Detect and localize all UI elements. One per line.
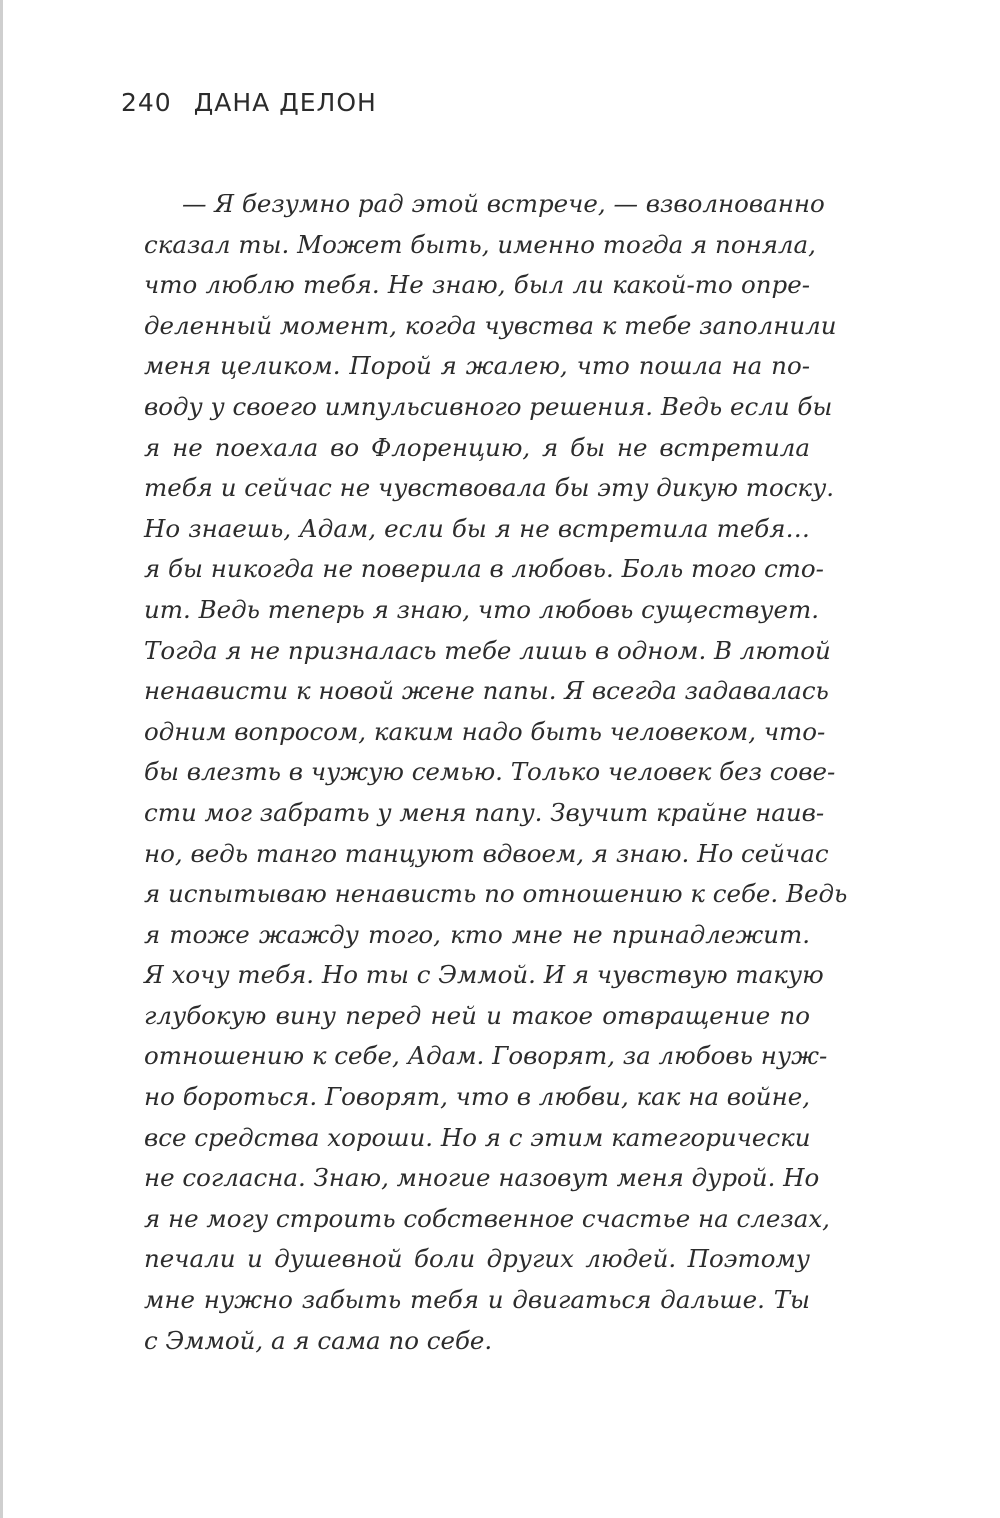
text-line: деленный момент, когда чувства к тебе заполнили bbox=[144, 310, 837, 340]
text-line: что люблю тебя. Не знаю, был ли какой-то опре- bbox=[144, 270, 810, 300]
text-line: ит. Ведь теперь я знаю, что любовь существует. bbox=[144, 594, 819, 624]
page-edge bbox=[0, 0, 3, 1518]
text-line: Я хочу тебя. Но ты с Эммой. И я чувствую такую bbox=[144, 960, 824, 990]
running-header bbox=[121, 88, 377, 117]
text-line: но бороться. Говорят, что в любви, как на войне, bbox=[144, 1082, 810, 1112]
text-line: отношению к себе, Адам. Говорят, за любовь нуж- bbox=[144, 1041, 828, 1071]
text-line: сти мог забрать у меня папу. Звучит крайне наив- bbox=[144, 797, 825, 827]
text-line: бы влезть в чужую семью. Только человек без сове- bbox=[144, 757, 836, 787]
text-line: сказал ты. Может быть, именно тогда я поняла, bbox=[144, 229, 816, 259]
text-line: ненависти к новой жене папы. Я всегда задавалась bbox=[144, 676, 829, 706]
text-line: печали и душевной боли других людей. Поэтому bbox=[144, 1244, 810, 1274]
text-line: глубокую вину перед ней и такое отвращение по bbox=[144, 1000, 810, 1030]
body-text bbox=[144, 184, 848, 1361]
text-line: тебя и сейчас не чувствовала бы эту дикую тоску. bbox=[144, 473, 835, 503]
page-number: 240 bbox=[121, 88, 172, 117]
text-line: Но знаешь, Адам, если бы я не встретила тебя… bbox=[144, 513, 810, 543]
text-line: — Я безумно рад этой встрече, — взволнованно bbox=[182, 189, 825, 218]
text-line: Тогда я не призналась тебе лишь в одном. В лютой bbox=[144, 635, 831, 665]
text-line: я не поехала во Флоренцию, я бы не встретила bbox=[144, 432, 810, 462]
text-line: я тоже жажду того, кто мне не принадлежит. bbox=[144, 919, 810, 949]
text-line: воду у своего импульсивного решения. Ведь если бы bbox=[144, 391, 833, 421]
text-line: я испытываю ненависть по отношению к себе. Ведь bbox=[144, 879, 848, 909]
text-line: но, ведь танго танцуют вдвоем, я знаю. Но сейчас bbox=[144, 838, 829, 868]
text-line: не согласна. Знаю, многие назовут меня дурой. Но bbox=[144, 1163, 820, 1193]
text-line: я не могу строить собственное счастье на слезах, bbox=[144, 1203, 830, 1233]
text-line: меня целиком. Порой я жалею, что пошла на по- bbox=[144, 351, 810, 381]
text-line: одним вопросом, каким надо быть человеком, что- bbox=[144, 716, 826, 746]
text-line: я бы никогда не поверила в любовь. Боль того сто- bbox=[144, 554, 824, 584]
text-line: все средства хороши. Но я с этим категорически bbox=[144, 1122, 811, 1152]
text-line: мне нужно забыть тебя и двигаться дальше. Ты bbox=[144, 1285, 810, 1315]
author-name: ДАНА ДЕЛОН bbox=[193, 88, 377, 117]
text-line: с Эммой, а я сама по себе. bbox=[144, 1325, 493, 1355]
